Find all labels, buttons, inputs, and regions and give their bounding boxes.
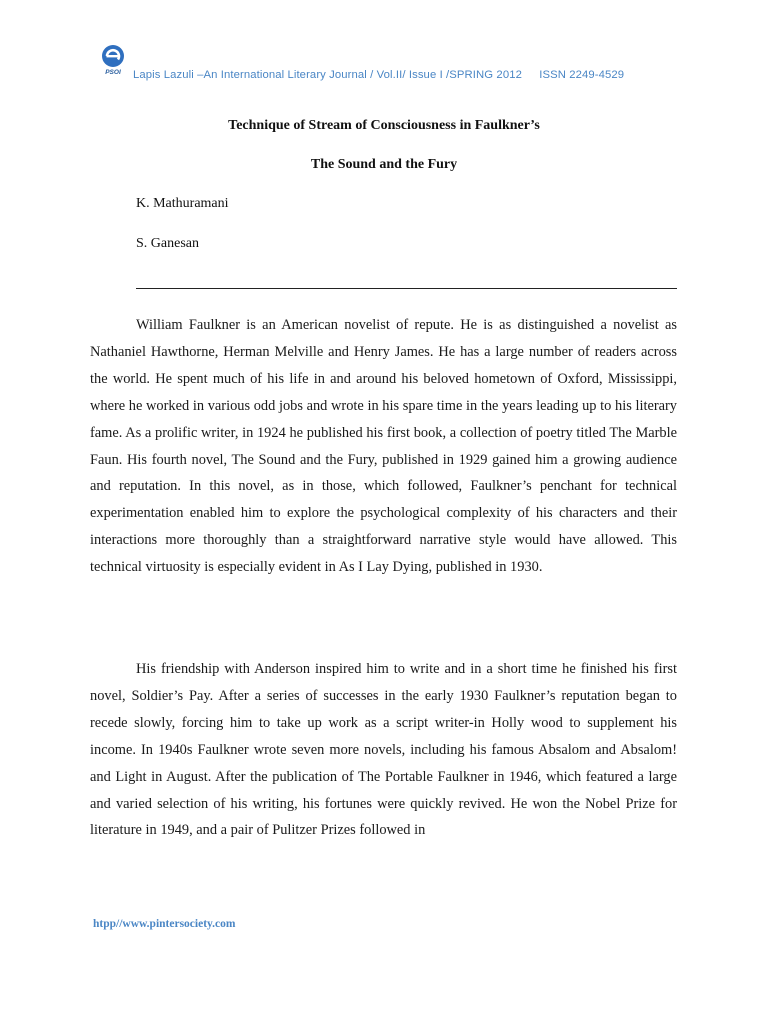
journal-header bbox=[96, 40, 686, 84]
journal-logo bbox=[98, 44, 128, 76]
article-title-line-2: The Sound and the Fury bbox=[310, 157, 458, 172]
journal-info bbox=[133, 69, 624, 81]
body-paragraph: His friendship with Anderson inspired him to write and in a short time he finished his first novel, Soldier’s Pay. After a series of successes in the early 1930 Faulkner’s reputation began to recede slowly, forcing him to take up work as a script writer-in Holly wood to supplement his income. In 1940s Faulkner wrote seven more novels, including his famous Absalom and Absalom! and Light in August. After the publication of The Portable Faulkner in 1946, which featured a large and varied selection of his writing, his fortunes were quickly revived. He won the Nobel Prize for literature in 1949, and a pair of Pulitzer Prizes followed in bbox=[90, 661, 677, 839]
author-name: K. Mathuramani bbox=[136, 196, 229, 211]
journal-line: Lapis Lazuli –An International Literary Journal / Vol.II/ Issue I /SPRING 2012 bbox=[133, 69, 522, 81]
footer-website-link[interactable]: htpp//www.pintersociety.com bbox=[93, 918, 236, 930]
logo-text: PSOI bbox=[105, 69, 121, 76]
separator-line bbox=[136, 288, 677, 289]
author-name: S. Ganesan bbox=[136, 236, 199, 251]
body-paragraph: William Faulkner is an American novelist of repute. He is as distinguished a novelist as Nathaniel Hawthorne, Herman Melville and Henry James. He has a large number of readers across the world. He spent much of his life in and around his beloved hometown of Oxford, Mississippi, where he worked in various odd jobs and wrote in his spare time in the years leading up to his literary fame. As a prolific writer, in 1924 he published his first book, a collection of poetry titled The Marble Faun. His fourth novel, The Sound and the Fury, published in 1929 gained him a growing audience and reputation. In this novel, as in those, which followed, Faulkner’s penchant for technical experimentation enabled him to explore the psychological complexity of his characters and their interactions more thoroughly than a straightforward narrative style would have allowed. This technical virtuosity is especially evident in As I Lay Dying, published in 1930. bbox=[90, 317, 677, 576]
issn-number: ISSN 2249-4529 bbox=[539, 69, 625, 81]
article-title-line-1: Technique of Stream of Consciousness in Faulkner’s bbox=[228, 118, 540, 133]
